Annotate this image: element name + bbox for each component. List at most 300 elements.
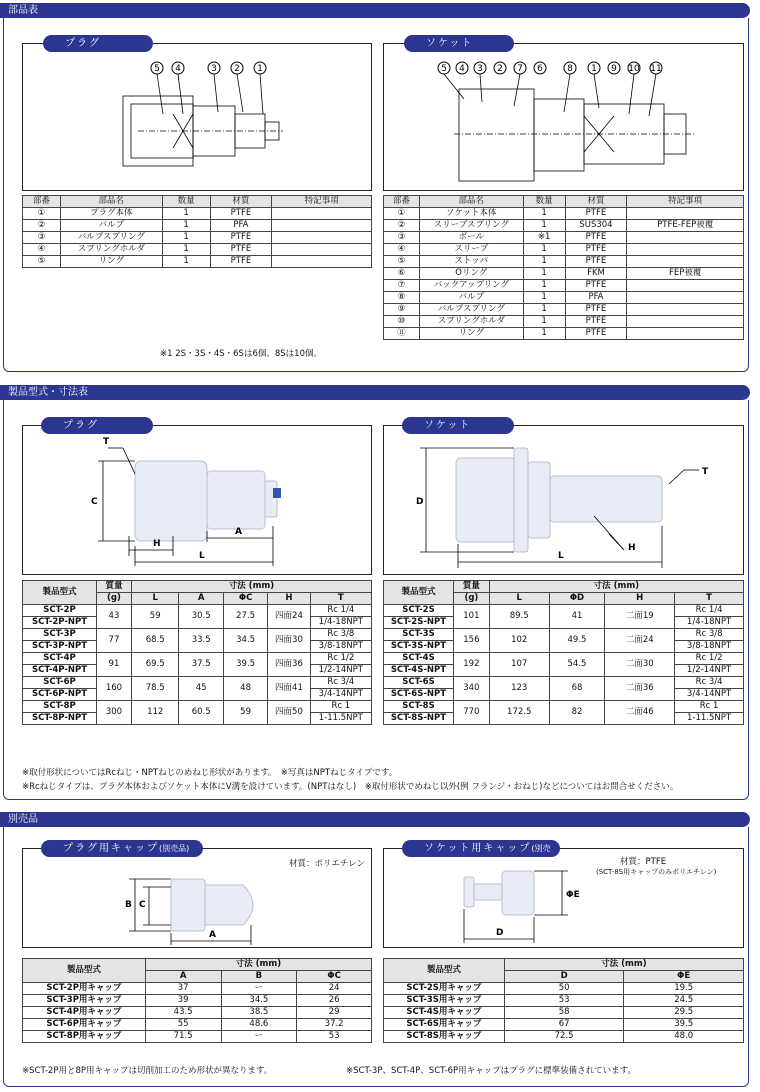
socket-dims-value: 107: [489, 653, 549, 677]
plug-dims-value: 四面30: [268, 629, 310, 653]
socket-cap-row: [384, 983, 744, 995]
socket-parts-header-0: 部番: [384, 196, 420, 208]
socket-parts-cell: スリーブスプリング: [419, 220, 523, 232]
socket-dims-row: [384, 701, 744, 713]
socket-dims-row: [384, 677, 744, 689]
plug-dims-thread-rc: Rc 3/4: [310, 677, 371, 689]
plug-parts-cell: PTFE: [210, 232, 272, 244]
socket-parts-cell: ストッパ: [419, 256, 523, 268]
plug-cap-tab[interactable]: プラグ用キャップ(別売品): [41, 840, 203, 857]
plug-photo: [23, 426, 373, 576]
plug-dims-value: 33.5: [179, 629, 223, 653]
plug-parts-cell: [272, 208, 372, 220]
socket-cross-section-image: [384, 44, 745, 192]
plug-cap-model: SCT-6P用キャップ: [23, 1019, 146, 1031]
socket-parts-cell: ⑧: [384, 292, 420, 304]
plug-dims-value: 四面50: [268, 701, 310, 725]
socket-dims-model: SCT-4S: [384, 653, 454, 665]
section-header-options: 別売品: [0, 812, 750, 827]
plug-parts-header-4: 特記事項: [272, 196, 372, 208]
plug-dimension-drawing: [22, 420, 372, 575]
plug-cap-row: [23, 1031, 372, 1043]
socket-cap-model: SCT-3S用キャップ: [384, 995, 505, 1007]
socket-parts-row: [384, 328, 744, 340]
plug-parts-cell: ③: [23, 232, 61, 244]
socket-parts-cell: リング: [419, 328, 523, 340]
plug-dims-value: 45: [179, 677, 223, 701]
plug-parts-cell: ⑤: [23, 256, 61, 268]
plug-cap-row: [23, 983, 372, 995]
socket-parts-cell: PTFE-FEP被覆: [627, 220, 744, 232]
plug-callout-1: 1: [257, 64, 263, 74]
socket-dims-value: 49.5: [549, 629, 605, 653]
plug-col-mass-unit: (g): [97, 593, 132, 605]
socket-parts-row: [384, 244, 744, 256]
socket-dims-row: [384, 629, 744, 641]
plug-parts-row: [23, 220, 372, 232]
socket-cap-row: [384, 1007, 744, 1019]
socket-dims-value: 68: [549, 677, 605, 701]
plug-parts-cell: [272, 244, 372, 256]
plug-parts-cell: PTFE: [210, 244, 272, 256]
socket-callout-10: 10: [628, 64, 640, 74]
plug-parts-row: [23, 244, 372, 256]
socket-photo: [384, 426, 745, 576]
plug-parts-cell: 1: [162, 208, 210, 220]
socket-parts-cell: Oリング: [419, 268, 523, 280]
plug-dims-model-npt: SCT-6P-NPT: [23, 689, 97, 701]
socket-parts-cell: ①: [384, 208, 420, 220]
socket-parts-cell: 1: [523, 328, 565, 340]
plug-parts-cell: [272, 232, 372, 244]
socket-dims-mass: 340: [453, 677, 489, 701]
socket-dims-thread-npt: 3/8-18NPT: [675, 641, 744, 653]
plug-parts-header-2: 数量: [162, 196, 210, 208]
plug-parts-row: [23, 256, 372, 268]
plug-dims-model: SCT-6P: [23, 677, 97, 689]
socket-parts-cell: 1: [523, 280, 565, 292]
socket-callout-3: 3: [477, 64, 483, 74]
socket-cap-table: 製品型式 寸法 (mm) D ΦE SCT-2S用キャップ 50 19.5 SCT-3S用キャップ 53 24.5 SCT-4S用キャップ 58 29.5 SCT-6S用キャップ 67 39.5 SCT-8S用キャップ 72.5 48.0: [383, 958, 744, 1043]
socket-parts-cell: PTFE: [565, 244, 627, 256]
plug-dims-thread-npt: 1/4-18NPT: [310, 617, 371, 629]
plug-cap-b-label: B: [125, 900, 132, 910]
socket-parts-cell: バックアップリング: [419, 280, 523, 292]
plug-col-model: 製品型式: [23, 581, 97, 605]
plug-dims-mass: 160: [97, 677, 132, 701]
socket-parts-cell: 1: [523, 304, 565, 316]
socket-dim-h-label: H: [628, 543, 636, 553]
plug-cap-value: 53: [297, 1031, 372, 1043]
socket-dims-value: 172.5: [489, 701, 549, 725]
socket-parts-cell: ⑨: [384, 304, 420, 316]
socket-cap-value: 72.5: [504, 1031, 624, 1043]
socket-dimension-drawing: [383, 420, 744, 575]
plug-parts-cell: ④: [23, 244, 61, 256]
socket-parts-tab[interactable]: ソケット: [404, 35, 514, 52]
socket-parts-row: [384, 208, 744, 220]
socket-parts-cell: [627, 328, 744, 340]
socket-parts-row: [384, 220, 744, 232]
dims-note-1: ※取付形状についてはRcねじ・NPTねじのめねじ形状があります。 ※写真はNPTねじタイプです。: [22, 768, 398, 778]
plug-parts-cell: PTFE: [210, 256, 272, 268]
plug-dims-value: 四面24: [268, 605, 310, 629]
socket-dims-value: 二面19: [605, 605, 675, 629]
socket-parts-row: [384, 280, 744, 292]
plug-dims-value: 37.5: [179, 653, 223, 677]
plug-cap-col-model: 製品型式: [23, 959, 146, 983]
socket-dims-row: [384, 605, 744, 617]
plug-dims-mass: 77: [97, 629, 132, 653]
plug-cap-a-label: A: [209, 930, 216, 940]
socket-parts-cell: バルブスプリング: [419, 304, 523, 316]
dims-note-2: ※Rcねじタイプは、プラグ本体およびソケット本体にV溝を設けています。(NPTはなし) ※取付形状でめねじ以外(例 フランジ・おねじ)などについてはお問合せください。: [22, 782, 679, 792]
socket-dims-model: SCT-6S: [384, 677, 454, 689]
plug-cap-value: 43.5: [145, 1007, 221, 1019]
socket-parts-cell: PTFE: [565, 208, 627, 220]
socket-dims-value: 二面30: [605, 653, 675, 677]
plug-parts-cell: ②: [23, 220, 61, 232]
socket-dims-mass: 156: [453, 629, 489, 653]
socket-dims-value: 41: [549, 605, 605, 629]
plug-parts-cell: リング: [60, 256, 162, 268]
socket-parts-cell: ⑥: [384, 268, 420, 280]
socket-parts-cell: 1: [523, 292, 565, 304]
socket-parts-cell: PTFE: [565, 304, 627, 316]
plug-dims-thread-rc: Rc 3/8: [310, 629, 371, 641]
socket-dim-d-label: D: [416, 497, 424, 507]
plug-parts-header-0: 部番: [23, 196, 61, 208]
plug-dims-thread-npt: 3/4-14NPT: [310, 689, 371, 701]
socket-callout-11: 11: [650, 64, 662, 74]
socket-parts-header-3: 材質: [565, 196, 627, 208]
plug-cap-row: [23, 1019, 372, 1031]
plug-dims-model-npt: SCT-2P-NPT: [23, 617, 97, 629]
plug-cap-value: 55: [145, 1019, 221, 1031]
plug-parts-header-3: 材質: [210, 196, 272, 208]
socket-cap-row: [384, 1019, 744, 1031]
socket-parts-cell: 1: [523, 208, 565, 220]
socket-callout-2: 2: [497, 64, 503, 74]
socket-parts-cell: PFA: [565, 292, 627, 304]
plug-cap-material: 材質：ポリエチレン: [289, 859, 365, 869]
socket-parts-cell: ⑤: [384, 256, 420, 268]
socket-parts-cell: ⑩: [384, 316, 420, 328]
plug-cap-row: [23, 1007, 372, 1019]
plug-dims-thread-npt: 3/8-18NPT: [310, 641, 371, 653]
socket-parts-cell: [627, 304, 744, 316]
socket-parts-header-4: 特記事項: [627, 196, 744, 208]
socket-cap-value: 67: [504, 1019, 624, 1031]
plug-cap-value: ー: [221, 1031, 297, 1043]
socket-cap-e-label: ΦE: [566, 890, 580, 900]
plug-cap-value: 71.5: [145, 1031, 221, 1043]
socket-cap-row: [384, 1031, 744, 1043]
socket-dim-l-label: L: [558, 551, 564, 561]
socket-dim-t-label: T: [702, 467, 709, 477]
socket-parts-cell: [627, 244, 744, 256]
socket-dims-value: 二面36: [605, 677, 675, 701]
socket-parts-cell: 1: [523, 268, 565, 280]
plug-dims-value: 68.5: [131, 629, 179, 653]
plug-parts-header-1: 部品名: [60, 196, 162, 208]
socket-dims-tab[interactable]: ソケット: [402, 417, 514, 434]
plug-dims-row: [23, 629, 372, 641]
socket-dims-model-npt: SCT-2S-NPT: [384, 617, 454, 629]
plug-dims-model: SCT-8P: [23, 701, 97, 713]
plug-parts-cell: 1: [162, 244, 210, 256]
plug-dims-value: 69.5: [131, 653, 179, 677]
plug-dim-a-label: A: [235, 527, 242, 537]
socket-dims-value: 二面24: [605, 629, 675, 653]
plug-cap-c-label: C: [139, 900, 146, 910]
plug-dim-h-label: H: [153, 539, 161, 549]
plug-cap-model: SCT-3P用キャップ: [23, 995, 146, 1007]
plug-dims-value: 59: [131, 605, 179, 629]
socket-parts-cell: [627, 280, 744, 292]
socket-parts-cell: FEP被覆: [627, 268, 744, 280]
socket-cap-value: 58: [504, 1007, 624, 1019]
plug-dims-model-npt: SCT-3P-NPT: [23, 641, 97, 653]
socket-parts-row: [384, 292, 744, 304]
socket-callout-7: 7: [517, 64, 523, 74]
options-note-right: ※SCT-3P、SCT-4P、SCT-6P用キャップはプラグに標準装備されています。: [346, 1066, 636, 1076]
socket-parts-row: [384, 304, 744, 316]
socket-parts-table: [383, 195, 744, 340]
plug-cap-model: SCT-8P用キャップ: [23, 1031, 146, 1043]
socket-parts-cell: PTFE: [565, 280, 627, 292]
socket-parts-cell: [627, 232, 744, 244]
plug-cap-value: 26: [297, 995, 372, 1007]
socket-dims-value: 102: [489, 629, 549, 653]
plug-parts-tab[interactable]: プラグ: [43, 35, 153, 52]
plug-dims-thread-rc: Rc 1/2: [310, 653, 371, 665]
socket-cap-row: [384, 995, 744, 1007]
socket-parts-header-2: 数量: [523, 196, 565, 208]
plug-parts-cell: PTFE: [210, 208, 272, 220]
plug-parts-cell: [272, 220, 372, 232]
socket-parts-cell: 1: [523, 220, 565, 232]
socket-cap-model: SCT-4S用キャップ: [384, 1007, 505, 1019]
socket-cap-d-label: D: [496, 928, 504, 938]
socket-dims-model-npt: SCT-8S-NPT: [384, 713, 454, 725]
socket-dims-thread-npt: 1/4-18NPT: [675, 617, 744, 629]
plug-cap-value: 48.6: [221, 1019, 297, 1031]
socket-cap-drawing: [383, 843, 744, 948]
plug-parts-cell: プラグ本体: [60, 208, 162, 220]
plug-parts-cell: 1: [162, 256, 210, 268]
socket-parts-cell: ③: [384, 232, 420, 244]
socket-parts-cell: PTFE: [565, 232, 627, 244]
plug-dims-value: 四面36: [268, 653, 310, 677]
socket-parts-header-1: 部品名: [419, 196, 523, 208]
plug-dims-value: 59: [223, 701, 267, 725]
plug-cap-value: 34.5: [221, 995, 297, 1007]
socket-col-dims: 寸法 (mm): [489, 581, 743, 593]
plug-dims-model-npt: SCT-4P-NPT: [23, 665, 97, 677]
socket-dims-value: 54.5: [549, 653, 605, 677]
socket-dims-thread-npt: 3/4-14NPT: [675, 689, 744, 701]
socket-parts-cell: ②: [384, 220, 420, 232]
plug-dims-mass: 300: [97, 701, 132, 725]
plug-parts-row: [23, 232, 372, 244]
plug-callout-4: 4: [175, 64, 181, 74]
plug-dims-row: [23, 653, 372, 665]
plug-callout-3: 3: [211, 64, 217, 74]
plug-dims-row: [23, 677, 372, 689]
plug-cap-col-dims: 寸法 (mm): [145, 959, 371, 971]
socket-parts-cell: PTFE: [565, 316, 627, 328]
socket-parts-row: [384, 256, 744, 268]
plug-cap-row: [23, 995, 372, 1007]
socket-cap-photo: [384, 849, 745, 949]
options-note-left: ※SCT-2P用と8P用キャップは切削加工のため形状が異なります。: [22, 1066, 273, 1076]
socket-section-drawing: [383, 38, 744, 191]
plug-dimensions-table: 製品型式 質量 寸法 (mm) (g) L A ΦC H T SCT-2P 43 59 30.5 27.5 四面24 Rc 1/4 SCT-2P-NPT 1/4-18NPT SCT-3P 77 68.5 33.5 34.5 四面30 Rc 3/8 SCT-3P-NPT 3/8-18NPT SCT-4P 91 69.5 37.5 39.5 四面36 Rc 1/2 SCT-4P-NPT 1/2-14NPT SCT-6P 160 78.5 45 48 四面41 Rc 3/4 SCT-6P-NPT 3/4-14NPT SCT-8P 300 112 60.5 59 四面50 Rc 1 SCT-8P-NPT 1-11.5NPT: [22, 580, 372, 725]
plug-dims-thread-rc: Rc 1/4: [310, 605, 371, 617]
socket-parts-cell: PTFE: [565, 328, 627, 340]
socket-dims-thread-rc: Rc 1/4: [675, 605, 744, 617]
socket-cap-value: 29.5: [624, 1007, 744, 1019]
socket-parts-cell: [627, 292, 744, 304]
socket-parts-cell: スプリングホルダ: [419, 316, 523, 328]
socket-dims-model: SCT-3S: [384, 629, 454, 641]
socket-cap-value: 24.5: [624, 995, 744, 1007]
plug-parts-cell: 1: [162, 220, 210, 232]
socket-callout-9: 9: [611, 64, 617, 74]
plug-dims-tab[interactable]: プラグ: [41, 417, 153, 434]
plug-dims-mass: 43: [97, 605, 132, 629]
socket-parts-row: [384, 268, 744, 280]
plug-cap-value: 39: [145, 995, 221, 1007]
socket-dims-value: 89.5: [489, 605, 549, 629]
plug-cap-value: 24: [297, 983, 372, 995]
socket-dims-row: [384, 653, 744, 665]
socket-cap-col-dims: 寸法 (mm): [504, 959, 743, 971]
socket-parts-cell: 1: [523, 244, 565, 256]
plug-dims-row: [23, 605, 372, 617]
plug-dims-value: 78.5: [131, 677, 179, 701]
plug-parts-table: [22, 195, 372, 268]
section-header-dims: 製品型式・寸法表: [0, 385, 750, 400]
plug-parts-cell: バルブ: [60, 220, 162, 232]
plug-dims-value: 39.5: [223, 653, 267, 677]
plug-dims-value: 60.5: [179, 701, 223, 725]
plug-cap-model: SCT-2P用キャップ: [23, 983, 146, 995]
plug-parts-row: [23, 208, 372, 220]
plug-dims-thread-npt: 1/2-14NPT: [310, 665, 371, 677]
socket-dims-mass: 101: [453, 605, 489, 629]
plug-dims-value: 112: [131, 701, 179, 725]
plug-dims-model-npt: SCT-8P-NPT: [23, 713, 97, 725]
socket-dims-mass: 770: [453, 701, 489, 725]
socket-callout-5: 5: [441, 64, 447, 74]
socket-dims-model-npt: SCT-3S-NPT: [384, 641, 454, 653]
socket-cap-material-note: (SCT-8S用キャップのみポリエチレン): [596, 868, 717, 876]
socket-dims-thread-rc: Rc 3/4: [675, 677, 744, 689]
socket-parts-cell: [627, 316, 744, 328]
socket-parts-cell: スリーブ: [419, 244, 523, 256]
plug-parts-cell: PFA: [210, 220, 272, 232]
socket-cap-material: 材質：PTFE: [620, 857, 667, 867]
socket-dims-value: 82: [549, 701, 605, 725]
plug-dims-thread-rc: Rc 1: [310, 701, 371, 713]
socket-parts-cell: ⑪: [384, 328, 420, 340]
plug-cap-drawing: [22, 843, 372, 948]
socket-parts-row: [384, 316, 744, 328]
socket-cap-value: 19.5: [624, 983, 744, 995]
parts-footnote: ※1 2S・3S・4S・6Sは6個、8Sは10個。: [160, 349, 322, 359]
socket-parts-cell: ※1: [523, 232, 565, 244]
plug-dims-value: 30.5: [179, 605, 223, 629]
socket-parts-cell: 1: [523, 316, 565, 328]
plug-cap-value: 37: [145, 983, 221, 995]
plug-cap-value: 29: [297, 1007, 372, 1019]
socket-dims-model: SCT-8S: [384, 701, 454, 713]
plug-cross-section-image: [23, 44, 373, 192]
plug-col-dims: 寸法 (mm): [131, 581, 371, 593]
socket-callout-8: 8: [567, 64, 573, 74]
socket-dims-model-npt: SCT-4S-NPT: [384, 665, 454, 677]
plug-cap-model: SCT-4P用キャップ: [23, 1007, 146, 1019]
socket-dims-thread-rc: Rc 1/2: [675, 653, 744, 665]
plug-dim-t-label: T: [103, 437, 110, 447]
socket-dims-thread-npt: 1-11.5NPT: [675, 713, 744, 725]
plug-dims-model: SCT-2P: [23, 605, 97, 617]
plug-cap-value: ー: [221, 983, 297, 995]
socket-dims-thread-rc: Rc 1: [675, 701, 744, 713]
plug-parts-cell: ①: [23, 208, 61, 220]
socket-dims-thread-npt: 1/2-14NPT: [675, 665, 744, 677]
socket-parts-cell: PTFE: [565, 256, 627, 268]
plug-dims-mass: 91: [97, 653, 132, 677]
socket-col-mass: 質量: [453, 581, 489, 593]
plug-dims-model: SCT-3P: [23, 629, 97, 641]
socket-dims-value: 二面46: [605, 701, 675, 725]
socket-parts-row: [384, 232, 744, 244]
socket-cap-value: 50: [504, 983, 624, 995]
socket-parts-cell: ⑦: [384, 280, 420, 292]
socket-dims-model: SCT-2S: [384, 605, 454, 617]
plug-cap-value: 38.5: [221, 1007, 297, 1019]
plug-parts-cell: バルブスプリング: [60, 232, 162, 244]
socket-dimensions-table: 製品型式 質量 寸法 (mm) (g) L ΦD H T SCT-2S 101 89.5 41 二面19 Rc 1/4 SCT-2S-NPT 1/4-18NPT SCT-3S 156 102 49.5 二面24 Rc 3/8 SCT-3S-NPT 3/8-18NPT SCT-4S 192 107 54.5 二面30 Rc 1/2 SCT-4S-NPT 1/2-14NPT SCT-6S 340 123 68 二面36 Rc 3/4 SCT-6S-NPT 3/4-14NPT SCT-8S 770 172.5 82 二面46 Rc 1 SCT-8S-NPT 1-11.5NPT: [383, 580, 744, 725]
plug-dims-value: 27.5: [223, 605, 267, 629]
socket-parts-cell: 1: [523, 256, 565, 268]
plug-dims-value: 34.5: [223, 629, 267, 653]
socket-cap-value: 39.5: [624, 1019, 744, 1031]
socket-dims-mass: 192: [453, 653, 489, 677]
socket-parts-cell: FKM: [565, 268, 627, 280]
plug-cap-value: 37.2: [297, 1019, 372, 1031]
plug-callout-2: 2: [234, 64, 240, 74]
socket-cap-tab[interactable]: ソケット用キャップ(別売品): [402, 840, 560, 857]
socket-dims-thread-rc: Rc 3/8: [675, 629, 744, 641]
socket-callout-4: 4: [459, 64, 465, 74]
socket-cap-model: SCT-2S用キャップ: [384, 983, 505, 995]
socket-col-model: 製品型式: [384, 581, 454, 605]
plug-parts-cell: スプリングホルダ: [60, 244, 162, 256]
plug-parts-cell: [272, 256, 372, 268]
plug-dims-thread-npt: 1-11.5NPT: [310, 713, 371, 725]
socket-callout-6: 6: [537, 64, 543, 74]
socket-parts-cell: ボール: [419, 232, 523, 244]
plug-section-drawing: [22, 38, 372, 191]
plug-dim-c-label: C: [91, 497, 98, 507]
section-header-parts: 部品表: [0, 3, 750, 18]
plug-dims-row: [23, 701, 372, 713]
plug-dims-value: 48: [223, 677, 267, 701]
